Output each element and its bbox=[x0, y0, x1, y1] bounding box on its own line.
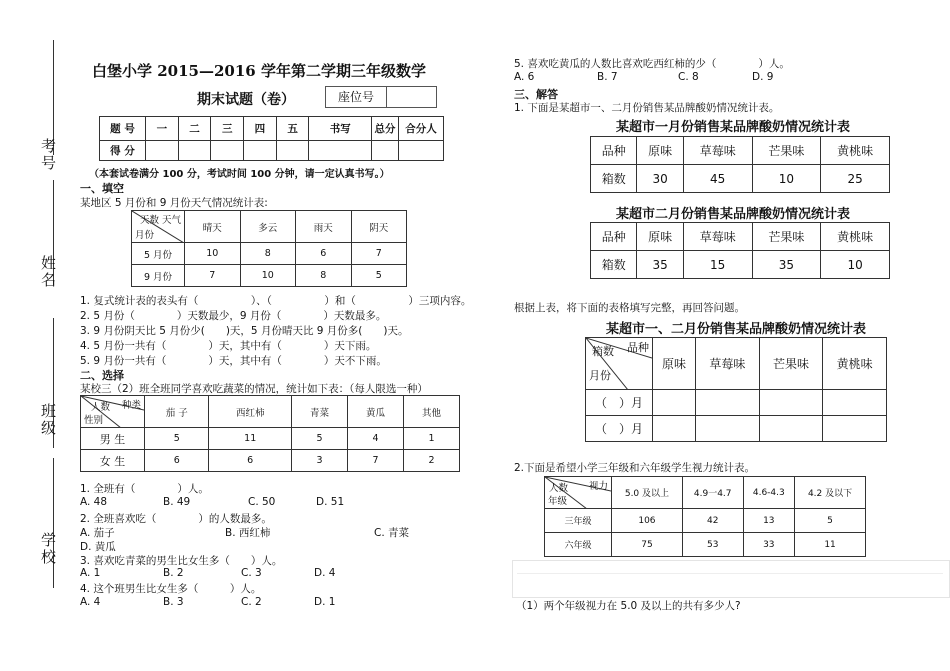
vision-cell: 5 bbox=[795, 509, 866, 533]
vision-cell: 75 bbox=[612, 533, 683, 557]
fill-question-5: 5. 9 月份一共有（ ）天，其中有（ ）天不下雨。 bbox=[80, 355, 387, 367]
answer-instruction: 根据上表，将下面的表格填写完整，再回答问题。 bbox=[514, 302, 745, 314]
margin-label-xuexiao: 学校 bbox=[39, 532, 57, 566]
combined-col-header: 原味 bbox=[653, 338, 696, 390]
choice-q5-option-a: A. 6 bbox=[514, 71, 535, 83]
blank-cell[interactable] bbox=[653, 390, 696, 416]
weather-row-label: 5 月份 bbox=[132, 243, 185, 265]
vision-cell: 33 bbox=[743, 533, 795, 557]
combined-table-title: 某超市一、二月份销售某品牌酸奶情况统计表 bbox=[606, 322, 867, 337]
vision-question-1: （1）两个年级视力在 5.0 及以上的共有多少人? bbox=[516, 600, 741, 612]
vision-cell: 11 bbox=[795, 533, 866, 557]
table-row bbox=[591, 223, 890, 251]
weather-cell: 6 bbox=[296, 243, 352, 265]
veg-col-header: 其他 bbox=[403, 396, 459, 428]
yogurt-row-label: 箱数 bbox=[591, 165, 637, 193]
table-row bbox=[81, 428, 460, 450]
margin-label-xingming: 姓名 bbox=[39, 255, 57, 289]
corner-label-bottom: 年级 bbox=[548, 496, 568, 507]
table-row bbox=[591, 165, 890, 193]
score-col-header: 合分人 bbox=[399, 117, 444, 141]
score-table bbox=[99, 116, 444, 161]
weather-cell: 10 bbox=[240, 265, 296, 287]
score-col-header: 题 号 bbox=[100, 117, 146, 141]
combined-col-header: 黄桃味 bbox=[823, 338, 887, 390]
veg-cell: 11 bbox=[209, 428, 292, 450]
corner-label-bottom: 月份 bbox=[589, 369, 611, 382]
choice-q1-option-d: D. 51 bbox=[316, 496, 345, 508]
blank-answer-strip bbox=[512, 560, 950, 598]
yogurt-cell: 35 bbox=[752, 251, 821, 279]
corner-label-top: 视力 bbox=[588, 481, 608, 492]
faint-divider bbox=[517, 573, 943, 574]
corner-label-mid: 箱数 bbox=[592, 345, 614, 358]
score-cell[interactable] bbox=[244, 141, 277, 161]
score-col-header: 书写 bbox=[309, 117, 372, 141]
table-row bbox=[545, 533, 866, 557]
table-row bbox=[545, 477, 866, 509]
veg-row-label: 男 生 bbox=[81, 428, 145, 450]
score-table-header-row bbox=[100, 117, 444, 141]
weather-col-header: 多云 bbox=[240, 211, 296, 243]
weather-table bbox=[131, 210, 407, 287]
choice-q3-option-b: B. 2 bbox=[163, 567, 184, 579]
table-row bbox=[132, 243, 407, 265]
section1-heading: 一、填空 bbox=[80, 182, 124, 195]
choice-q3-option-a: A. 1 bbox=[80, 567, 101, 579]
score-col-header: 四 bbox=[244, 117, 277, 141]
combined-col-header: 芒果味 bbox=[759, 338, 823, 390]
choice-q1-option-b: B. 49 bbox=[163, 496, 191, 508]
score-col-header: 一 bbox=[146, 117, 179, 141]
blank-cell[interactable] bbox=[823, 416, 887, 442]
table-row bbox=[591, 251, 890, 279]
veg-cell: 3 bbox=[291, 450, 347, 472]
corner-label-top: 品种 bbox=[627, 341, 649, 354]
combined-col-header: 草莓味 bbox=[696, 338, 760, 390]
exam-title: 白堡小学 2015—2016 学年第二学期三年级数学 bbox=[92, 62, 426, 80]
corner-label-bottom: 月份 bbox=[135, 230, 155, 241]
veg-row-label: 女 生 bbox=[81, 450, 145, 472]
veg-cell: 5 bbox=[145, 428, 209, 450]
yogurt-col-header: 原味 bbox=[637, 137, 683, 165]
weather-col-header: 晴天 bbox=[185, 211, 241, 243]
weather-cell: 7 bbox=[351, 243, 407, 265]
score-cell[interactable] bbox=[211, 141, 244, 161]
blank-cell[interactable] bbox=[823, 390, 887, 416]
choice-q3-option-d: D. 4 bbox=[314, 567, 336, 579]
veg-col-header: 西红柿 bbox=[209, 396, 292, 428]
weather-cell: 8 bbox=[296, 265, 352, 287]
vision-col-header: 4.9一4.7 bbox=[682, 477, 743, 509]
choice-q4-option-c: C. 2 bbox=[241, 596, 262, 608]
choice-question-4: 4. 这个班男生比女生多（ ）人。 bbox=[80, 583, 262, 595]
choice-q2-option-c: C. 青菜 bbox=[374, 527, 410, 539]
choice-question-5: 5. 喜欢吃黄瓜的人数比喜欢吃西红柿的少（ ）人。 bbox=[514, 58, 790, 70]
combined-table-corner bbox=[586, 338, 653, 390]
score-table-score-row bbox=[100, 141, 444, 161]
vision-cell: 13 bbox=[743, 509, 795, 533]
score-cell[interactable] bbox=[146, 141, 179, 161]
choice-q3-option-c: C. 3 bbox=[241, 567, 262, 579]
blank-cell[interactable] bbox=[696, 416, 760, 442]
table-row bbox=[586, 390, 887, 416]
combined-row-label: （ ）月 bbox=[586, 390, 653, 416]
table-row bbox=[586, 416, 887, 442]
weather-col-header: 阴天 bbox=[351, 211, 407, 243]
vision-cell: 106 bbox=[612, 509, 683, 533]
corner-label-mid: 人数 bbox=[91, 402, 111, 413]
choice-q2-option-d: D. 黄瓜 bbox=[80, 541, 116, 553]
yogurt-cell: 15 bbox=[683, 251, 752, 279]
january-table-title: 某超市一月份销售某品牌酸奶情况统计表 bbox=[616, 120, 851, 135]
table-row bbox=[132, 265, 407, 287]
choice-q1-option-a: A. 48 bbox=[80, 496, 108, 508]
yogurt-col-header: 原味 bbox=[637, 223, 683, 251]
yogurt-cell: 10 bbox=[752, 165, 821, 193]
seat-number-label: 座位号 bbox=[326, 87, 387, 107]
score-cell[interactable] bbox=[399, 141, 444, 161]
choice-q5-option-c: C. 8 bbox=[678, 71, 699, 83]
choice-question-3: 3. 喜欢吃青菜的男生比女生多（ ）人。 bbox=[80, 555, 283, 567]
corner-label-top: 天数 天气 bbox=[139, 215, 181, 226]
yogurt-cell: 35 bbox=[637, 251, 683, 279]
blank-cell[interactable] bbox=[759, 390, 823, 416]
choice-q2-option-a: A. 茄子 bbox=[80, 527, 115, 539]
section2-heading: 二、选择 bbox=[80, 369, 124, 382]
choice-question-1: 1. 全班有（ ）人。 bbox=[80, 483, 209, 495]
section1-intro: 某地区 5 月份和 9 月份天气情况统计表: bbox=[80, 197, 268, 209]
score-col-header: 总分 bbox=[372, 117, 399, 141]
yogurt-col-header: 品种 bbox=[591, 137, 637, 165]
table-row bbox=[586, 338, 887, 390]
vision-col-header: 4.6-4.3 bbox=[743, 477, 795, 509]
choice-q4-option-b: B. 3 bbox=[163, 596, 184, 608]
choice-q4-option-d: D. 1 bbox=[314, 596, 336, 608]
veg-cell: 4 bbox=[347, 428, 403, 450]
corner-label-top: 种类 bbox=[121, 400, 141, 411]
choice-q4-option-a: A. 4 bbox=[80, 596, 101, 608]
fill-question-1: 1. 复式统计表的表头有（ ）、（ ）和（ ）三项内容。 bbox=[80, 295, 472, 307]
veg-col-header: 青菜 bbox=[291, 396, 347, 428]
february-yogurt-table bbox=[590, 222, 890, 279]
veg-col-header: 茄 子 bbox=[145, 396, 209, 428]
yogurt-col-header: 品种 bbox=[591, 223, 637, 251]
veg-col-header: 黄瓜 bbox=[347, 396, 403, 428]
yogurt-col-header: 芒果味 bbox=[752, 223, 821, 251]
choice-q1-option-c: C. 50 bbox=[248, 496, 276, 508]
february-table-title: 某超市二月份销售某品牌酸奶情况统计表 bbox=[616, 207, 851, 222]
vision-table bbox=[544, 476, 866, 557]
yogurt-row-label: 箱数 bbox=[591, 251, 637, 279]
yogurt-col-header: 草莓味 bbox=[683, 223, 752, 251]
choice-q5-option-b: B. 7 bbox=[597, 71, 618, 83]
exam-subtitle: 期末试题（卷） bbox=[197, 92, 295, 108]
blank-cell[interactable] bbox=[653, 416, 696, 442]
combined-row-label: （ ）月 bbox=[586, 416, 653, 442]
yogurt-cell: 30 bbox=[637, 165, 683, 193]
vegetable-table bbox=[80, 395, 460, 472]
yogurt-col-header: 草莓味 bbox=[683, 137, 752, 165]
weather-col-header: 雨天 bbox=[296, 211, 352, 243]
combined-yogurt-table bbox=[585, 337, 887, 442]
margin-label-kaohao: 考号 bbox=[39, 138, 57, 172]
yogurt-cell: 10 bbox=[821, 251, 890, 279]
vision-col-header: 5.0 及以上 bbox=[612, 477, 683, 509]
choice-question-2: 2. 全班喜欢吃（ ）的人数最多。 bbox=[80, 513, 272, 525]
answer-problem-1: 1. 下面是某超市一、二月份销售某品牌酸奶情况统计表。 bbox=[514, 102, 780, 114]
weather-cell: 8 bbox=[240, 243, 296, 265]
section3-heading: 三、解答 bbox=[514, 88, 558, 101]
veg-cell: 6 bbox=[145, 450, 209, 472]
yogurt-col-header: 芒果味 bbox=[752, 137, 821, 165]
veg-cell: 1 bbox=[403, 428, 459, 450]
vision-table-corner bbox=[545, 477, 612, 509]
blank-cell[interactable] bbox=[759, 416, 823, 442]
score-col-header: 三 bbox=[211, 117, 244, 141]
yogurt-cell: 25 bbox=[821, 165, 890, 193]
fill-question-2: 2. 5 月份（ ）天数最少，9 月份（ ）天数最多。 bbox=[80, 310, 387, 322]
veg-cell: 2 bbox=[403, 450, 459, 472]
weather-table-corner bbox=[132, 211, 185, 243]
veg-table-corner bbox=[81, 396, 145, 428]
exam-notice: （本套试卷满分 100 分，考试时间 100 分钟，请一定认真书写。） bbox=[89, 169, 390, 180]
choice-q5-option-d: D. 9 bbox=[752, 71, 774, 83]
score-cell[interactable] bbox=[276, 141, 309, 161]
score-col-header: 五 bbox=[276, 117, 309, 141]
score-col-header: 二 bbox=[178, 117, 211, 141]
score-cell[interactable] bbox=[309, 141, 372, 161]
choice-q2-option-b: B. 西红柿 bbox=[225, 527, 271, 539]
score-cell[interactable] bbox=[372, 141, 399, 161]
vision-cell: 42 bbox=[682, 509, 743, 533]
veg-cell: 7 bbox=[347, 450, 403, 472]
corner-label-bottom: 性别 bbox=[84, 415, 104, 426]
section2-intro: 某校三（2）班全班同学喜欢吃蔬菜的情况，统计如下表：（每人限选一种） bbox=[80, 383, 428, 395]
table-row bbox=[591, 137, 890, 165]
margin-label-banji: 班级 bbox=[39, 403, 57, 437]
corner-label-mid: 人数 bbox=[549, 483, 569, 494]
vision-row-label: 三年级 bbox=[545, 509, 612, 533]
fill-question-4: 4. 5 月份一共有（ ）天，其中有（ ）天下雨。 bbox=[80, 340, 377, 352]
score-cell[interactable] bbox=[178, 141, 211, 161]
blank-cell[interactable] bbox=[696, 390, 760, 416]
fill-question-3: 3. 9 月份阴天比 5 月份少( )天，5 月份晴天比 9 月份多( )天。 bbox=[80, 325, 409, 337]
table-row bbox=[545, 509, 866, 533]
yogurt-col-header: 黄桃味 bbox=[821, 137, 890, 165]
table-row bbox=[81, 450, 460, 472]
veg-cell: 6 bbox=[209, 450, 292, 472]
score-row-label: 得 分 bbox=[100, 141, 146, 161]
yogurt-cell: 45 bbox=[683, 165, 752, 193]
weather-cell: 7 bbox=[185, 265, 241, 287]
weather-row-label: 9 月份 bbox=[132, 265, 185, 287]
vision-cell: 53 bbox=[682, 533, 743, 557]
margin-line bbox=[53, 458, 54, 588]
weather-cell: 10 bbox=[185, 243, 241, 265]
january-yogurt-table bbox=[590, 136, 890, 193]
seat-number-box[interactable] bbox=[325, 86, 437, 108]
weather-cell: 5 bbox=[351, 265, 407, 287]
vision-col-header: 4.2 及以下 bbox=[795, 477, 866, 509]
veg-cell: 5 bbox=[291, 428, 347, 450]
yogurt-col-header: 黄桃味 bbox=[821, 223, 890, 251]
vision-row-label: 六年级 bbox=[545, 533, 612, 557]
answer-problem-2: 2.下面是希望小学三年级和六年级学生视力统计表。 bbox=[514, 462, 756, 474]
